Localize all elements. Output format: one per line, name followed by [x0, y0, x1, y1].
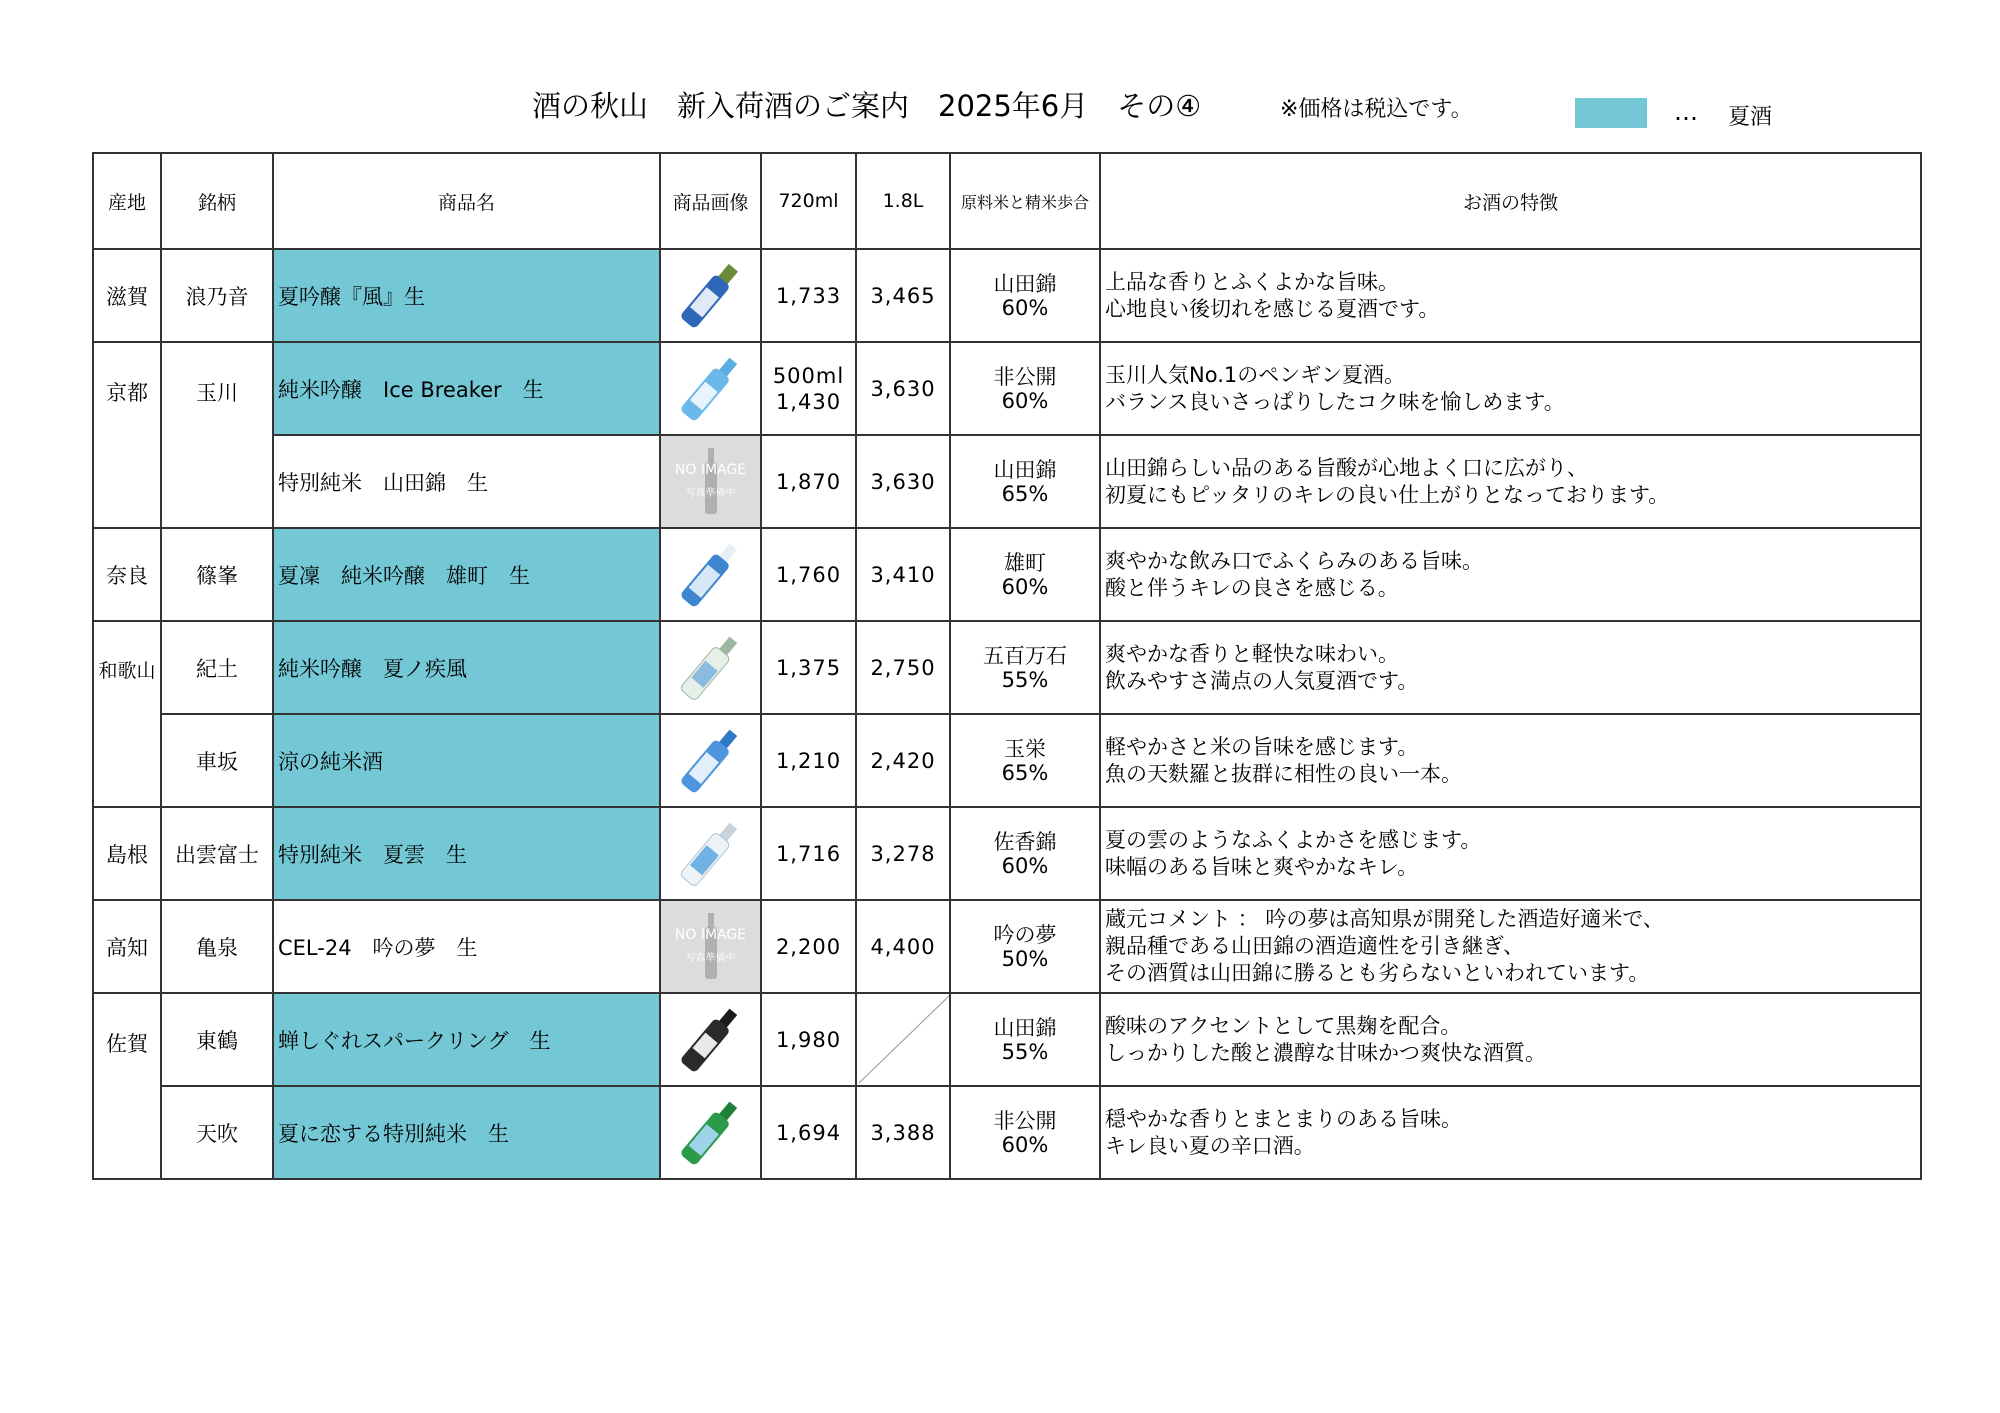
product-name-cell: 夏凜 純米吟醸 雄町 生: [273, 528, 660, 621]
legend-swatch: [1575, 98, 1647, 128]
rice-name: 五百万石: [983, 643, 1067, 668]
feature-line: 山田錦らしい品のある旨酸が心地よく口に広がり、: [1105, 455, 1588, 480]
bottle-blue-icon: [660, 249, 761, 342]
table-header-row: [93, 153, 1921, 249]
rice-name: 非公開: [993, 364, 1057, 389]
sake-table: [92, 152, 1922, 1180]
rice-polish: 60%: [1001, 388, 1049, 413]
features-cell: [1100, 993, 1921, 1086]
price-720-cell: 1,980: [761, 993, 856, 1086]
bottle-dark-icon: [660, 993, 761, 1086]
region-cell: 佐賀: [93, 993, 161, 1179]
features-cell: [1100, 528, 1921, 621]
product-name-cell: CEL-24 吟の夢 生: [273, 900, 660, 993]
feature-line: 味幅のある旨味と爽やかなキレ。: [1105, 854, 1419, 879]
region-cell: 京都: [93, 342, 161, 528]
bottle-blue-icon: [660, 714, 761, 807]
rice-name: 雄町: [1004, 550, 1046, 575]
region-cell: 高知: [93, 900, 161, 993]
features-cell: [1100, 435, 1921, 528]
rice-name: 山田錦: [993, 271, 1057, 296]
price-18-cell: 2,750: [856, 621, 950, 714]
rice-polish: 65%: [1001, 760, 1049, 785]
product-name-cell: 純米吟醸 Ice Breaker 生: [273, 342, 660, 435]
table-row: [93, 528, 1921, 621]
product-name-cell: 夏に恋する特別純米 生: [273, 1086, 660, 1179]
price-720-size: 500ml: [772, 363, 845, 388]
no-image-sub: 写真準備中: [685, 953, 736, 964]
feature-line: バランス良いさっぱりしたコク味を愉しめます。: [1105, 389, 1565, 414]
price-720-cell: 1,694: [761, 1086, 856, 1179]
bottle-silhouette-icon: [671, 907, 751, 987]
feature-line: 穏やかな香りとまとまりのある旨味。: [1105, 1106, 1462, 1131]
rice-cell: [950, 342, 1100, 435]
table-row: [93, 900, 1921, 993]
price-18-cell-empty: [856, 993, 950, 1086]
feature-line: 酸と伴うキレの良さを感じる。: [1105, 575, 1399, 600]
col-features-header: お酒の特徴: [1100, 153, 1921, 249]
region-cell: 奈良: [93, 528, 161, 621]
product-name-cell: 夏吟醸『風』生: [273, 249, 660, 342]
rice-polish: 55%: [1001, 1039, 1049, 1064]
table-row: [93, 1086, 1921, 1179]
table-row: [93, 807, 1921, 900]
no-image-text: NO IMAGE: [674, 462, 747, 478]
col-18-header: 1.8L: [856, 153, 950, 249]
price-720-cell: 1,716: [761, 807, 856, 900]
rice-name: 玉栄: [1004, 736, 1046, 761]
product-name-cell: 純米吟醸 夏ノ疾風: [273, 621, 660, 714]
brand-cell: 出雲富士: [161, 807, 273, 900]
col-region-header: 産地: [93, 153, 161, 249]
rice-cell: [950, 435, 1100, 528]
rice-cell: [950, 528, 1100, 621]
table-row: [93, 714, 1921, 807]
legend-dots: …: [1674, 98, 1699, 126]
price-18-cell: 3,630: [856, 435, 950, 528]
feature-line: 夏の雲のようなふくよかさを感じます。: [1105, 827, 1482, 852]
price-720-cell: [761, 342, 856, 435]
col-rice-header: 原料米と精米歩合: [950, 153, 1100, 249]
price-720-cell: 2,200: [761, 900, 856, 993]
price-720-cell: 1,210: [761, 714, 856, 807]
feature-line: 飲みやすさ満点の人気夏酒です。: [1105, 668, 1419, 693]
brand-cell: 車坂: [161, 714, 273, 807]
rice-cell: [950, 900, 1100, 993]
diagonal-slash-icon: [857, 994, 950, 1085]
brand-cell: 玉川: [161, 342, 273, 528]
price-18-cell: 3,465: [856, 249, 950, 342]
table-row: [93, 993, 1921, 1086]
tax-note: ※価格は税込です。: [1280, 97, 1473, 122]
no-image-sub: 写真準備中: [685, 488, 736, 499]
page-header: [0, 84, 2000, 134]
rice-name: 山田錦: [993, 1015, 1057, 1040]
bottle-green-icon: [660, 1086, 761, 1179]
rice-polish: 65%: [1001, 481, 1049, 506]
rice-cell: [950, 1086, 1100, 1179]
col-brand-header: 銘柄: [161, 153, 273, 249]
region-cell: 島根: [93, 807, 161, 900]
rice-name: 山田錦: [993, 457, 1057, 482]
price-720-value: 1,430: [775, 389, 842, 414]
rice-cell: [950, 807, 1100, 900]
feature-line: キレ良い夏の辛口酒。: [1105, 1133, 1315, 1158]
price-18-cell: 3,630: [856, 342, 950, 435]
rice-polish: 60%: [1001, 853, 1049, 878]
region-cell: 和歌山: [93, 621, 161, 807]
rice-cell: [950, 714, 1100, 807]
col-image-header: 商品画像: [660, 153, 761, 249]
col-720-header: 720ml: [761, 153, 856, 249]
no-image-text: NO IMAGE: [674, 927, 747, 943]
features-cell: [1100, 900, 1921, 993]
price-720-cell: 1,870: [761, 435, 856, 528]
rice-polish: 60%: [1001, 574, 1049, 599]
feature-line: 蔵元コメント ： 吟の夢は高知県が開発した酒造好適米で、: [1105, 907, 1664, 931]
brand-cell: 亀泉: [161, 900, 273, 993]
col-name-header: 商品名: [273, 153, 660, 249]
features-cell: [1100, 714, 1921, 807]
rice-polish: 60%: [1001, 1132, 1049, 1157]
bottle-silhouette-icon: [671, 442, 751, 522]
feature-line: 酸味のアクセントとして黒麹を配合。: [1105, 1013, 1462, 1038]
brand-cell: 浪乃音: [161, 249, 273, 342]
no-image-placeholder: [660, 435, 761, 528]
features-cell: [1100, 249, 1921, 342]
table-row: [93, 435, 1921, 528]
price-18-cell: 4,400: [856, 900, 950, 993]
table-row: [93, 249, 1921, 342]
price-720-cell: 1,760: [761, 528, 856, 621]
price-720-cell: 1,375: [761, 621, 856, 714]
feature-line: しっかりした酸と濃醇な甘味かつ爽快な酒質。: [1105, 1040, 1546, 1065]
region-cell: 滋賀: [93, 249, 161, 342]
price-18-cell: 3,388: [856, 1086, 950, 1179]
product-name-cell: 涼の純米酒: [273, 714, 660, 807]
feature-line: 魚の天麩羅と抜群に相性の良い一本。: [1105, 761, 1462, 786]
features-cell: [1100, 807, 1921, 900]
rice-cell: [950, 621, 1100, 714]
brand-cell: 篠峯: [161, 528, 273, 621]
rice-cell: [950, 249, 1100, 342]
features-cell: [1100, 621, 1921, 714]
bottle-lightblue-icon: [660, 342, 761, 435]
features-cell: [1100, 1086, 1921, 1179]
rice-name: 非公開: [993, 1108, 1057, 1133]
rice-polish: 50%: [1001, 946, 1049, 971]
feature-line: その酒質は山田錦に勝るとも劣らないといわれています。: [1105, 961, 1650, 985]
price-18-cell: 3,410: [856, 528, 950, 621]
brand-cell: 東鶴: [161, 993, 273, 1086]
brand-cell: 天吹: [161, 1086, 273, 1179]
rice-name: 吟の夢: [993, 922, 1057, 947]
rice-polish: 60%: [1001, 295, 1049, 320]
bottle-white-icon: [660, 621, 761, 714]
feature-line: 初夏にもピッタリのキレの良い仕上がりとなっております。: [1105, 482, 1670, 507]
feature-line: 上品な香りとふくよかな旨味。: [1105, 269, 1399, 294]
product-name-cell: 蝉しぐれスパークリング 生: [273, 993, 660, 1086]
rice-polish: 55%: [1001, 667, 1049, 692]
price-720-cell: 1,733: [761, 249, 856, 342]
feature-line: 親品種である山田錦の酒造適性を引き継ぎ、: [1105, 934, 1525, 958]
no-image-placeholder: [660, 900, 761, 993]
product-name-cell: 特別純米 夏雲 生: [273, 807, 660, 900]
table-row: [93, 342, 1921, 435]
brand-cell: 紀土: [161, 621, 273, 714]
bottle-white-icon: [660, 807, 761, 900]
legend-label: 夏酒: [1728, 105, 1773, 130]
price-18-cell: 3,278: [856, 807, 950, 900]
rice-name: 佐香錦: [993, 829, 1057, 854]
feature-line: 心地良い後切れを感じる夏酒です。: [1105, 296, 1440, 321]
price-18-cell: 2,420: [856, 714, 950, 807]
features-cell: [1100, 342, 1921, 435]
table-row: [93, 621, 1921, 714]
product-name-cell: 特別純米 山田錦 生: [273, 435, 660, 528]
feature-line: 爽やかな飲み口でふくらみのある旨味。: [1105, 548, 1483, 573]
rice-cell: [950, 993, 1100, 1086]
feature-line: 玉川人気No.1のペンギン夏酒。: [1105, 362, 1406, 387]
feature-line: 軽やかさと米の旨味を感じます。: [1105, 734, 1419, 759]
feature-line: 爽やかな香りと軽快な味わい。: [1105, 641, 1399, 666]
page-title: 酒の秋山 新入荷酒のご案内 2025年6月 その④: [532, 89, 1202, 123]
bottle-blue-icon: [660, 528, 761, 621]
